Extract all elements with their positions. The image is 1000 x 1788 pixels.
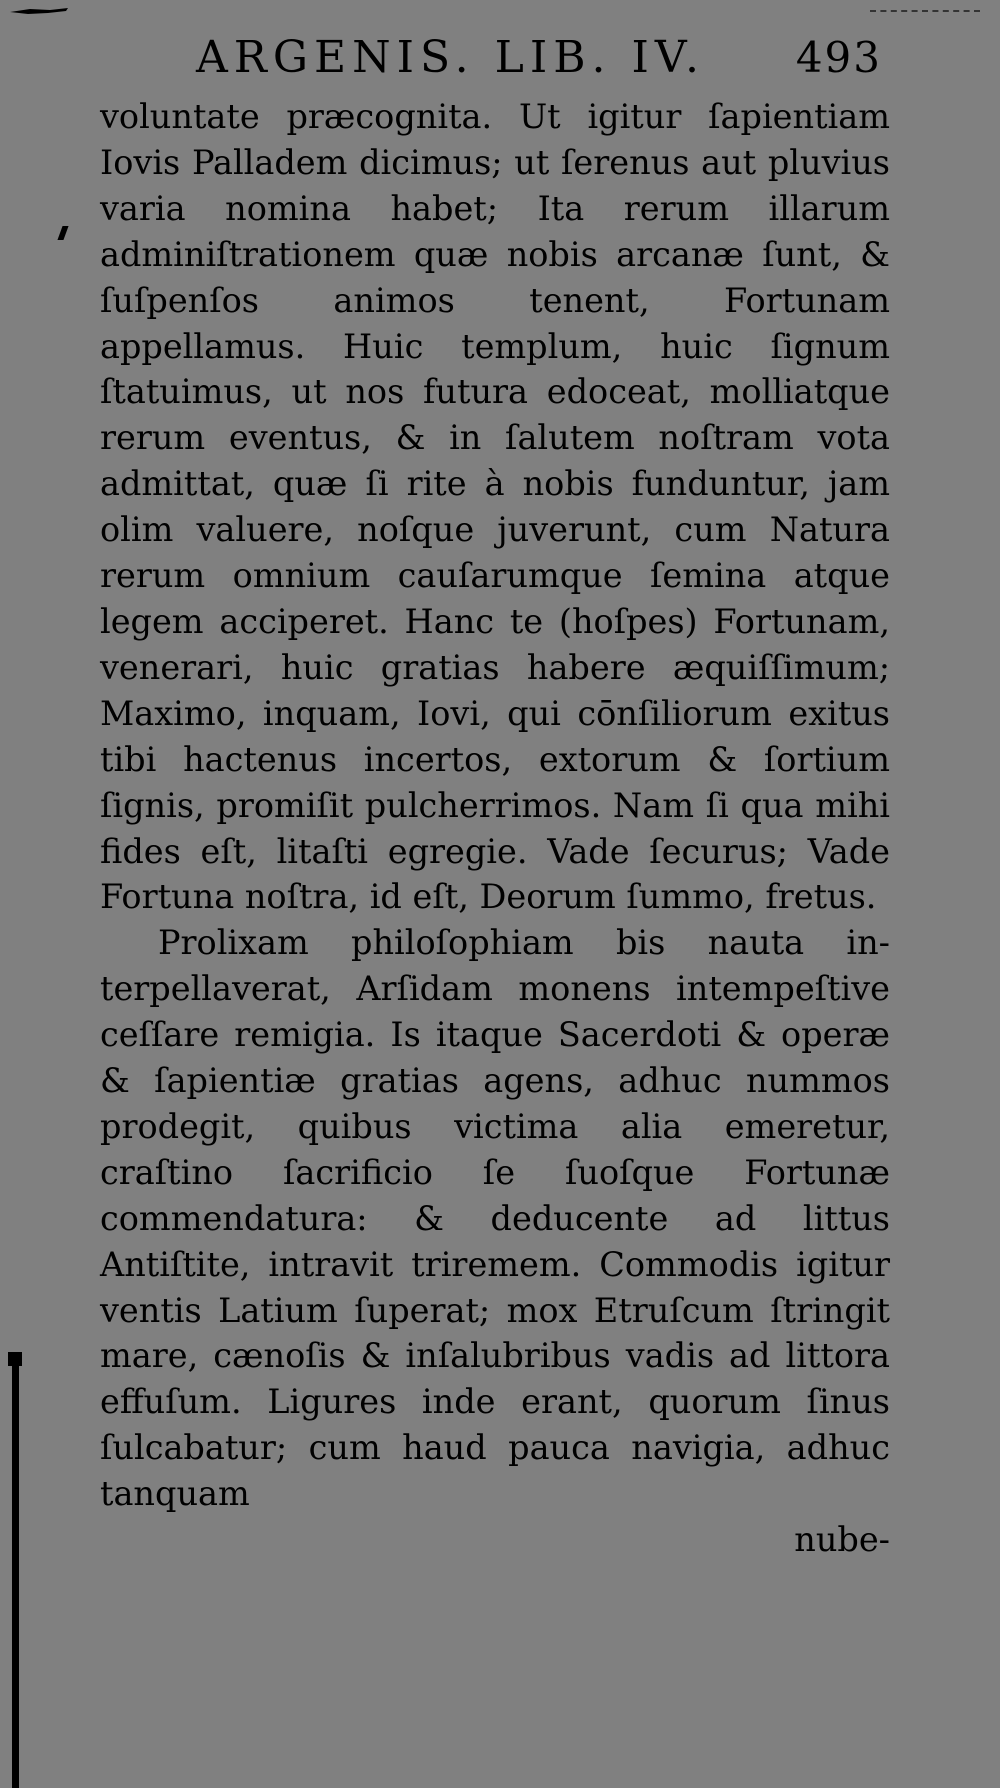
margin-tick-mark xyxy=(57,226,68,240)
catchword: nube- xyxy=(794,1520,890,1560)
body-text xyxy=(100,94,890,1563)
page-header xyxy=(196,28,896,88)
paragraph: voluntate præcognita. Ut igitur ſapientiam Iovis Palladem dicimus; ut ſerenus aut pluvius varia nomina habet; Ita rerum illarum adminiſtrationem quæ nobis arcanæ ſunt, & ſuſpenſos animos tenent, Fortunam appellamus. Huic templum, huic ſignum ſtatuimus, ut nos futura edoceat, molliatque rerum eventus, & in ſalutem noſtram vota admittat, quæ ſi rite à nobis funduntur, jam olim valuere, noſque juverunt, cum Natura rerum omnium cauſarumque ſemina atque legem acciperet. Hanc te (hoſpes) Fortunam, venerari, huic gratias habere æquiſſimum; Maximo, inquam, Iovi, qui cōnſiliorum exitus tibi hactenus incertos, extorum & ſortium ſignis, promiſit pulcherrimos. Nam ſi qua mihi fides eſt, litaſti egregie. Vade ſecurus; Vade Fortuna noſtra, id eſt, Deorum ſummo, fretus. xyxy=(100,97,890,917)
page-number: 493 xyxy=(795,33,882,82)
paragraph: Prolixam philoſophiam bis nauta interpellaverat, Arſidam monens intempeſtive ceſſare remigia. Is itaque Sacerdoti & operæ & ſapientiæ gratias agens, adhuc nummos prodegit, quibus victima alia emeretur, craſtino ſacrificio ſe ſuoſque Fortunæ commendatura: & deducente ad littus Antiſtite, intravit triremem. Commodis igitur ventis Latium ſuperat; mox Etruſcum ſtringit mare, cænoſis & inſalubribus vadis ad littora effuſum. Ligures inde erant, quorum ſinus ſulcabatur; cum haud pauca navigia, adhuc tanquam xyxy=(100,923,890,1514)
running-title: ARGENIS. LIB. IV. xyxy=(196,32,705,83)
edge-dash-mark xyxy=(870,10,980,15)
binding-edge-line xyxy=(12,1356,19,1788)
ink-smudge-mark xyxy=(10,6,68,16)
